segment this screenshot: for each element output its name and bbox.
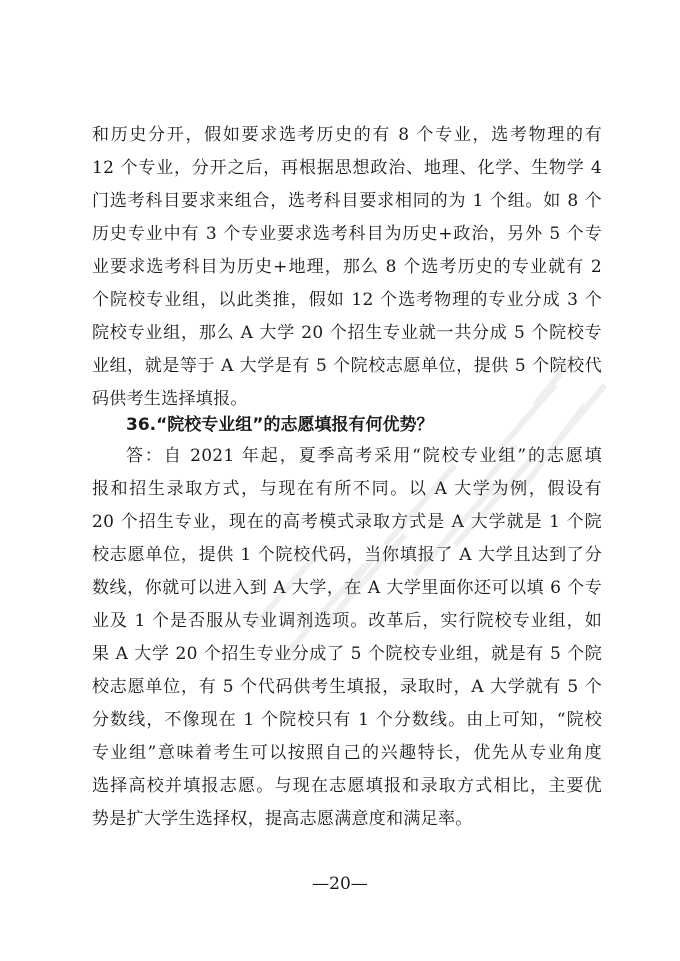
text-line: 历史专业中有 3 个专业要求选考科目为历史+政治，另外 5 个专: [92, 224, 602, 244]
text-line: 院校专业组，那么 A 大学 20 个招生专业就一共分成 5 个院校专: [92, 323, 602, 343]
text-line: 业组，就是等于 A 大学是有 5 个院校志愿单位，提供 5 个院校代: [92, 356, 602, 376]
text-line: 报和招生录取方式，与现在有所不同。以 A 大学为例，假设有: [92, 479, 602, 499]
text-line: 业及 1 个是否服从专业调剂选项。改革后，实行院校专业组，如: [92, 611, 602, 631]
text-line: 数线，你就可以进入到 A 大学，在 A 大学里面你还可以填 6 个专: [92, 578, 602, 598]
text-line: 和历史分开，假如要求选考历史的有 8 个专业，选考物理的有: [92, 125, 602, 145]
text-line: 选择高校并填报志愿。与现在志愿填报和录取方式相比，主要优: [92, 776, 602, 796]
text-line: 势是扩大学生选择权，提高志愿满意度和满足率。: [92, 809, 473, 829]
text-line: 校志愿单位，提供 1 个院校代码，当你填报了 A 大学且达到了分: [92, 545, 602, 565]
text-line: 校志愿单位，有 5 个代码供考生填报，录取时，A 大学就有 5 个: [92, 677, 602, 697]
text-line: 答：自 2021 年起，夏季高考采用“院校专业组”的志愿填: [126, 446, 602, 466]
text-line: 20 个招生专业，现在的高考模式录取方式是 A 大学就是 1 个院: [92, 512, 602, 532]
text-line: 专业组”意味着考生可以按照自己的兴趣特长，优先从专业角度: [92, 743, 602, 763]
page-number: —20—: [312, 874, 368, 894]
text-line: 码供考生选择填报。: [92, 389, 248, 409]
text-line: 12 个专业，分开之后，再根据思想政治、地理、化学、生物学 4: [92, 158, 602, 178]
text-line: 分数线，不像现在 1 个院校只有 1 个分数线。由上可知，“院校: [92, 710, 602, 730]
section-heading: 36.“院校专业组”的志愿填报有何优势？: [126, 415, 434, 435]
text-line: 个院校专业组，以此类推，假如 12 个选考物理的专业分成 3 个: [92, 290, 602, 310]
text-line: 门选考科目要求来组合，选考科目要求相同的为 1 个组。如 8 个: [92, 191, 602, 211]
text-line: 业要求选考科目为历史+地理，那么 8 个选考历史的专业就有 2: [92, 257, 602, 277]
text-line: 果 A 大学 20 个招生专业分成了 5 个院校专业组，就是有 5 个院: [92, 644, 602, 664]
